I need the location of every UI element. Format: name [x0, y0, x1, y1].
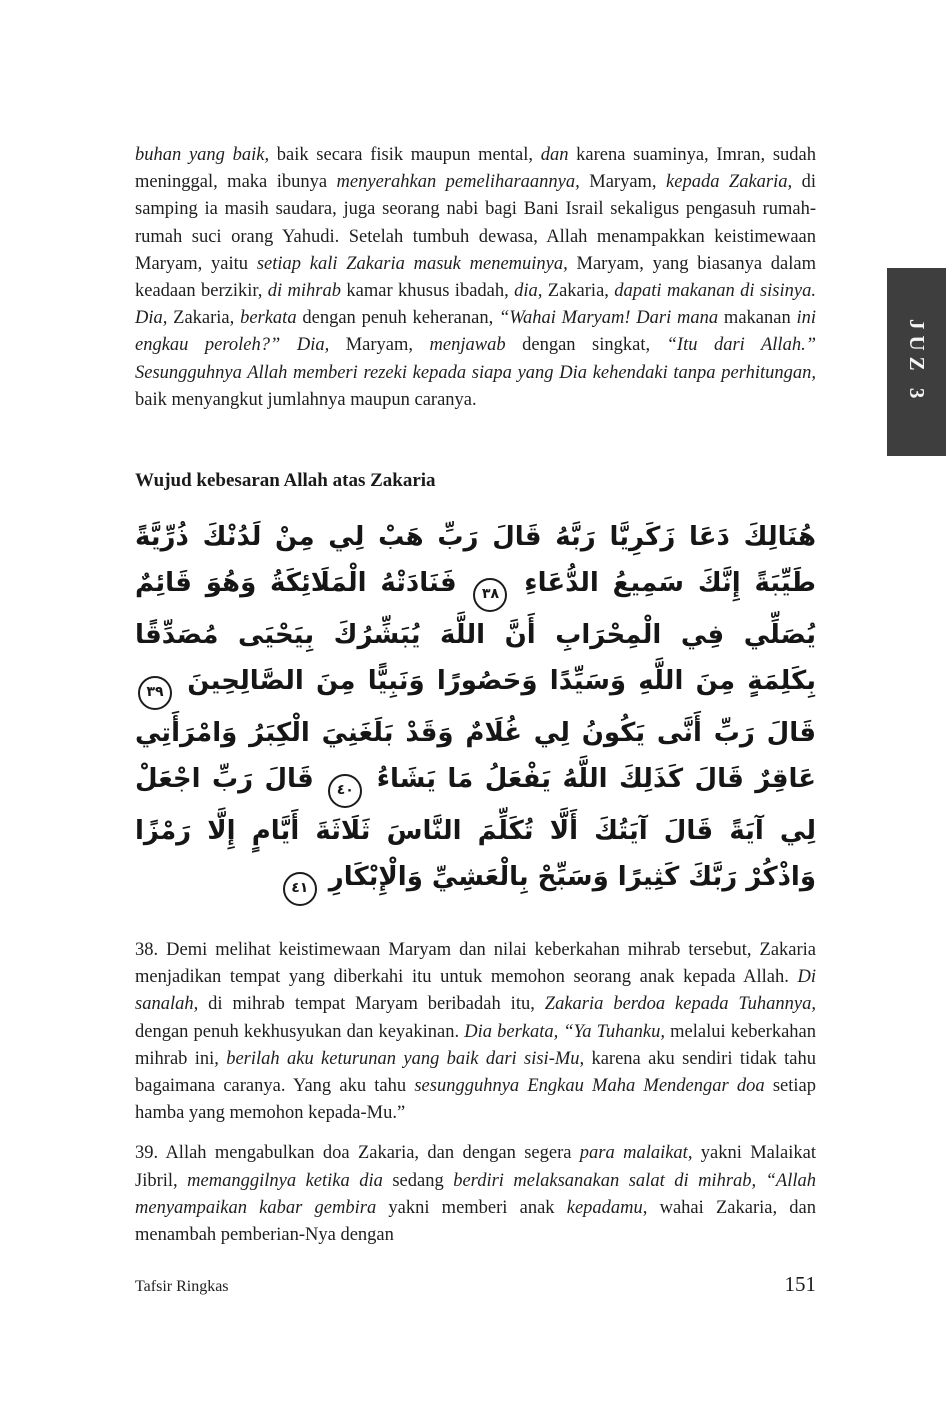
footer-book-title: Tafsir Ringkas: [135, 1278, 229, 1295]
ayah-number-medallion: ٣٨: [473, 578, 507, 612]
page-footer: [135, 1272, 816, 1297]
juz-tab: [887, 268, 946, 456]
intro-paragraph: buhan yang baik, baik secara fisik maupun mental, dan karena suaminya, Imran, sudah meninggal, maka ibunya menyerahkan pemeliharaannya, Maryam, kepada Zakaria, di samping ia masih saudara, juga seorang nabi bagi Bani Israil sekaligus pengasuh rumah-rumah suci orang Yahudi. Setelah tumbuh dewasa, Allah menampakkan keistimewaan Maryam, yaitu setiap kali Zakaria masuk menemuinya, Maryam, yang biasanya dalam keadaan berzikir, di mihrab kamar khusus ibadah, dia, Zakaria, dapati makanan di sisinya. Dia, Zakaria, berkata dengan penuh keheranan, “Wahai Maryam! Dari mana makanan ini engkau peroleh?” Dia, Maryam, menjawab dengan singkat, “Itu dari Allah.” Sesungguhnya Allah memberi rezeki kepada siapa yang Dia kehendaki tanpa perhitungan, baik menyangkut jumlahnya maupun caranya.: [135, 145, 817, 410]
section-heading: Wujud kebesaran Allah atas Zakaria: [135, 470, 436, 492]
page-number: 151: [784, 1272, 816, 1296]
ayah-number-medallion: ٤٠: [328, 774, 362, 808]
juz-tab-label: JUZ 3: [905, 319, 929, 405]
paragraph-38: 38. Demi melihat keistimewaan Maryam dan nilai keberkahan mihrab tersebut, Zakaria menjadikan tempat yang diberkahi itu untuk memohon seorang anak kepada Allah. Di sanalah, di mihrab tempat Maryam beribadah itu, Zakaria berdoa kepada Tuhannya, dengan penuh kekhusyukan dan keyakinan. Dia berkata, “Ya Tuhanku, melalui keberkahan mihrab ini, berilah aku keturunan yang baik dari sisi-Mu, karena aku sendiri tidak tahu bagaimana caranya. Yang aku tahu sesungguhnya Engkau Maha Mendengar doa setiap hamba yang memohon kepada-Mu.”: [135, 940, 816, 1124]
paragraph-39: 39. Allah mengabulkan doa Zakaria, dan dengan segera para malaikat, yakni Malaikat Jibril, memanggilnya ketika dia sedang berdiri melaksanakan salat di mihrab, “Allah menyampaikan kabar gembira yakni memberi anak kepadamu, wahai Zakaria, dan menambah pemberian-Nya dengan: [135, 1143, 817, 1246]
quran-arabic-text: هُنَالِكَ دَعَا زَكَرِيَّا رَبَّهُ قَالَ رَبِّ هَبْ لِي مِنْ لَدُنْكَ ذُرِّيَّةً طَيِّبَةً إِنَّكَ سَمِيعُ الدُّعَاءِ ٣٨ فَنَادَتْهُ الْمَلَائِكَةُ وَهُوَ قَائِمٌ يُصَلِّي فِي الْمِحْرَابِ أَنَّ اللَّهَ يُبَشِّرُكَ بِيَحْيَى مُصَدِّقًا بِكَلِمَةٍ مِنَ اللَّهِ وَسَيِّدًا وَحَصُورًا وَنَبِيًّا مِنَ الصَّالِحِينَ ٣٩ قَالَ رَبِّ أَنَّى يَكُونُ لِي غُلَامٌ وَقَدْ بَلَغَنِيَ الْكِبَرُ وَامْرَأَتِي عَاقِرٌ قَالَ كَذَلِكَ اللَّهُ يَفْعَلُ مَا يَشَاءُ ٤٠ قَالَ رَبِّ اجْعَلْ لِي آيَةً قَالَ آيَتُكَ أَلَّا تُكَلِّمَ النَّاسَ ثَلَاثَةَ أَيَّامٍ إِلَّا رَمْزًا وَاذْكُرْ رَبَّكَ كَثِيرًا وَسَبِّحْ بِالْعَشِيِّ وَالْإِبْكَارِ ٤١: [135, 514, 816, 906]
ayah-number-medallion: ٤١: [283, 872, 317, 906]
ayah-number-medallion: ٣٩: [138, 676, 172, 710]
page-content: [135, 142, 816, 1249]
